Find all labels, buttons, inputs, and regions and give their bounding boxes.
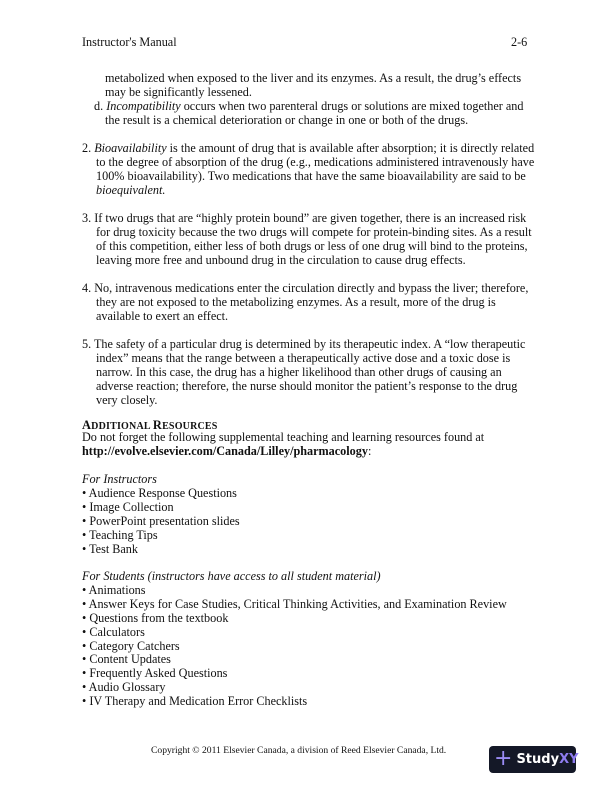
text-line: very closely. [96,393,158,407]
text-line: 4. No, intravenous medications enter the circulation directly and bypass the liver; therefore, [82,281,529,295]
list-item: • Test Bank [82,542,138,556]
text-line: 3. If two drugs that are “highly protein bound” are given together, there is an increased risk [82,211,527,225]
header-left: Instructor's Manual [82,35,177,49]
marker: 2. [82,141,92,155]
text-line: for drug toxicity because the two drugs will compete for protein-binding sites. As a result [96,225,532,239]
text-line: index” means that the range between a therapeutically active dose and a toxic dose is [96,351,511,365]
list-item: • Teaching Tips [82,528,158,542]
text-line: may be significantly lessened. [105,85,252,99]
list-item-d [94,99,524,113]
copyright: Copyright © 2011 Elsevier Canada, a division of Reed Elsevier Canada, Ltd. [151,745,447,756]
text-line: 5. The safety of a particular drug is determined by its therapeutic index. A “low therapeutic [82,337,526,351]
list-item: • Animations [82,583,146,597]
logo-text: Study [516,752,560,767]
text-line: Do not forget the following supplemental teaching and learning resources found at [82,430,485,444]
list-item: • Audience Response Questions [82,486,237,500]
instructors-title: For Instructors [82,472,157,486]
text-line: to the degree of absorption of the drug (e.g., medications administered intravenously have [96,155,535,169]
text-line: metabolized when exposed to the liver and its enzymes. As a result, the drug’s effects [105,71,522,85]
text-line: the result is a chemical deterioration or change in one or both of the drugs. [105,113,469,127]
list-item-2 [82,141,534,155]
logo-text-accent: XY [559,752,579,767]
text: occurs when two parenteral drugs or solutions are mixed together and [180,99,524,113]
list-item: • Category Catchers [82,639,180,653]
resource-link[interactable]: http://evolve.elsevier.com/Canada/Lilley/pharmacology [82,444,368,458]
plus-icon: + [494,745,513,771]
students-title: For Students (instructors have access to all student material) [82,569,381,583]
list-item: • Content Updates [82,652,171,666]
text-line: adverse reaction; therefore, the nurse should monitor the patient’s response to the drug [96,379,518,393]
text-line: they are not exposed to the metabolizing enzymes. As a result, more of the drug is [96,295,496,309]
list-item: • PowerPoint presentation slides [82,514,240,528]
list-item: • Frequently Asked Questions [82,666,228,680]
text-line: leaving more free and unbound drug in the circulation to cause drug effects. [96,253,466,267]
text-line: 100% bioavailability). Two medications that have the same bioavailability are said to be [96,169,526,183]
header-page-number: 2-6 [511,35,528,49]
text-line: available to exert an effect. [96,309,229,323]
term: Bioavailability [94,141,167,155]
text-line: of this competition, either less of both drugs or less of one drug will bind to the proteins, [96,239,528,253]
studyxy-logo [489,745,579,773]
text-line [96,183,165,197]
text: is the amount of drug that is available after absorption; it is directly related [166,141,535,155]
term: bioequivalent. [96,183,166,197]
text-line: narrow. In this case, the drug has a higher likelihood than other drugs of causing an [96,365,502,379]
list-item: • IV Therapy and Medication Error Checklists [82,694,308,708]
marker: d. [94,99,104,113]
list-item: • Audio Glossary [82,680,166,694]
resource-link-line: http://evolve.elsevier.com/Canada/Lilley/pharmacology: [82,444,372,458]
list-item: • Calculators [82,625,145,639]
section-heading: ADDITIONAL RESOURCES [82,418,218,432]
term: Incompatibility [106,99,181,113]
list-item: • Questions from the textbook [82,611,229,625]
list-item: • Image Collection [82,500,174,514]
list-item: • Answer Keys for Case Studies, Critical Thinking Activities, and Examination Review [82,597,507,611]
